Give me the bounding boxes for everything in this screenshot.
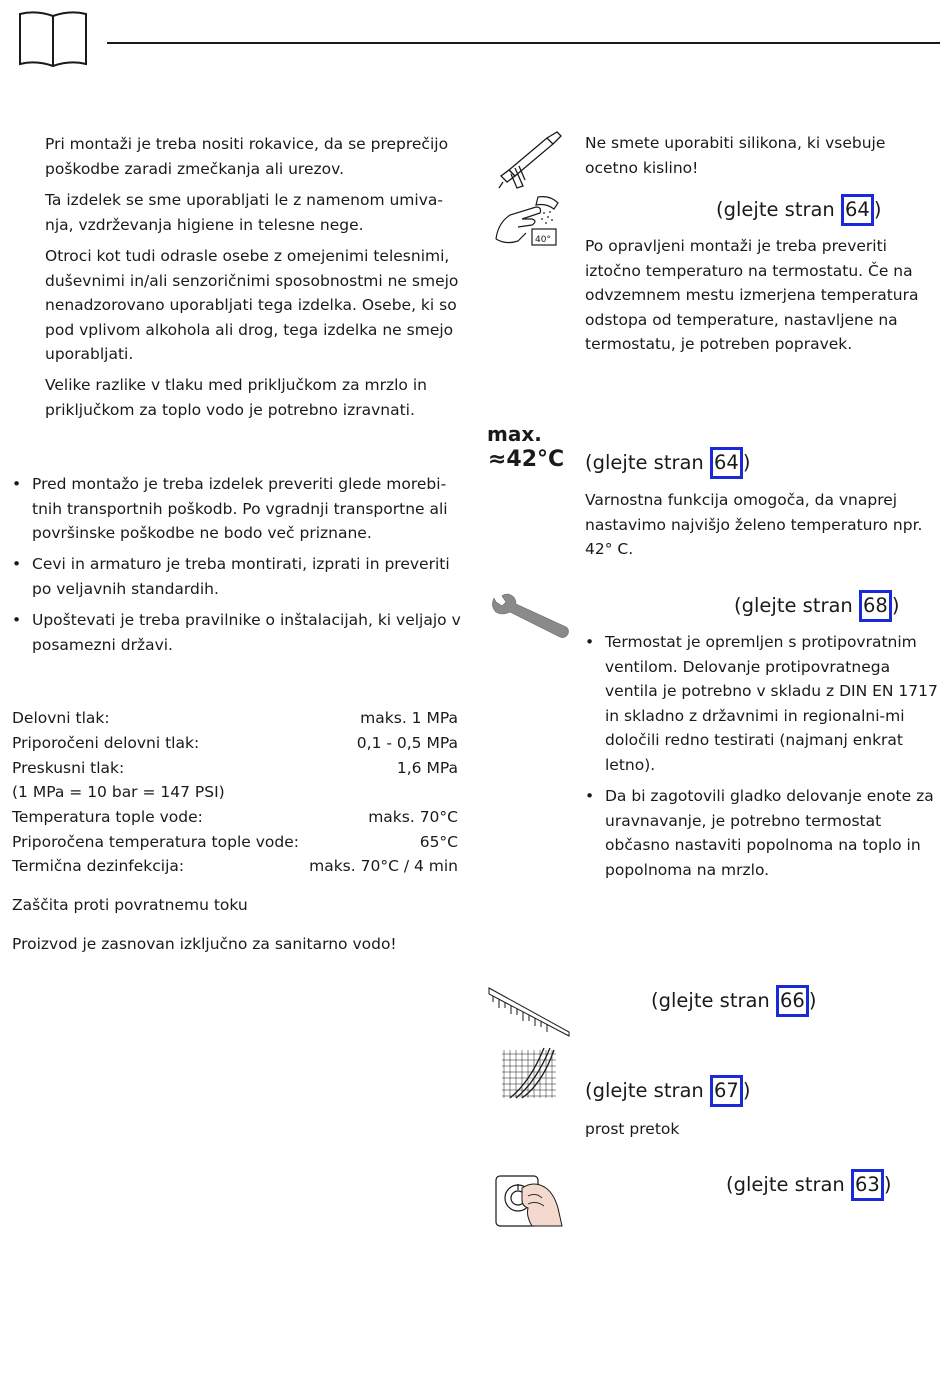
book-icon	[18, 10, 88, 68]
bullet-dot: •	[12, 555, 22, 573]
ruler-icon	[487, 986, 571, 1038]
spec-row	[12, 731, 458, 755]
list-item	[585, 784, 940, 882]
sanitary-note: Proizvod je zasnovan izključno za sanitarno vodo!	[12, 935, 397, 953]
spec-value: 1,6 MPa	[396, 759, 458, 777]
spec-label: Priporočeni delovni tlak:	[12, 734, 200, 752]
flow-note: prost pretok	[585, 1120, 680, 1138]
spec-value: maks. 70°C / 4 min	[309, 857, 458, 875]
safety-paragraph: Ta izdelek se sme uporabljati le z namenom umiva-nja, vzdrževanja higiene in telesne nege.	[45, 191, 443, 234]
hand-knob-icon	[492, 1168, 564, 1228]
spec-row	[12, 780, 458, 804]
ref-suffix: )	[873, 198, 882, 221]
page-reference	[585, 447, 750, 479]
list-item	[585, 630, 940, 778]
ref-prefix: (glejte stran	[651, 989, 776, 1012]
page-reference	[716, 194, 881, 226]
backflow-text: Zaščita proti povratnemu toku	[12, 896, 248, 914]
page-link[interactable]: 64	[841, 194, 874, 226]
silicone-gun-icon	[495, 130, 565, 192]
spec-label: Preskusni tlak:	[12, 759, 125, 777]
header-rule	[107, 42, 940, 44]
thermometer-reading: 40°	[535, 235, 551, 245]
spec-row	[12, 830, 458, 854]
page-reference	[726, 1169, 891, 1201]
bullet-text: Da bi zagotovili gladko delovanje enote za uravnavanje, je potrebno termostat občasno nastaviti popolnoma na toplo in popolnoma na mrzlo.	[605, 787, 934, 879]
spec-row	[12, 854, 458, 878]
ref-suffix: )	[808, 989, 817, 1012]
ref-prefix: (glejte stran	[734, 594, 859, 617]
bullet-dot: •	[585, 633, 595, 651]
ref-suffix: )	[742, 1079, 751, 1102]
spec-value: 65°C	[419, 833, 458, 851]
spec-row	[12, 706, 458, 730]
page-reference	[734, 590, 899, 622]
bullet-text: Cevi in armaturo je treba montirati, izprati in preveriti po veljavnih standardih.	[32, 555, 450, 598]
bullet-text: Termostat je opremljen s protipovratnim ventilom. Delovanje protipovratnega ventila je potrebno v skladu z DIN EN 1717 in skladno z državnimi in regionalni-mi določili redno testirati (najmanj enkrat letno).	[605, 633, 938, 774]
temperature-check-text: Po opravljeni montaži je treba preveriti iztočno temperaturo na termostatu. Če na odvzemnem mestu izmerjena temperatura odstopa od temperature, nastavljene na termostatu, je potreben popravek.	[585, 237, 919, 354]
safety-paragraph: Velike razlike v tlaku med priključkom za mrzlo in priključkom za toplo vodo je potrebno izravnati.	[45, 376, 427, 419]
ref-prefix: (glejte stran	[585, 1079, 710, 1102]
list-item	[12, 608, 462, 657]
bullet-dot: •	[12, 475, 22, 493]
ref-suffix: )	[742, 451, 751, 474]
ref-suffix: )	[891, 594, 900, 617]
safety-paragraph: Otroci kot tudi odrasle osebe z omejenimi telesnimi, duševnimi in/ali senzoričnimi sposobnostmi ne smejo nenadzorovano uporabljati tega izdelka. Osebe, ki so pod vplivom alkohola ali drog, tega izdelka ne smejo uporabljati.	[45, 247, 459, 364]
page-link[interactable]: 67	[710, 1075, 743, 1107]
spec-label: Priporočena temperatura tople vode:	[12, 833, 299, 851]
silicone-note: Ne smete uporabiti silikona, ki vsebuje ocetno kislino!	[585, 134, 886, 177]
list-item	[12, 472, 462, 546]
wrench-icon	[488, 592, 572, 644]
spec-label: Temperatura tople vode:	[12, 808, 203, 826]
flow-diagram-icon	[500, 1046, 558, 1102]
spec-label: Termična dezinfekcija:	[12, 857, 185, 875]
spec-value: maks. 1 MPa	[360, 709, 458, 727]
ref-prefix: (glejte stran	[585, 451, 710, 474]
spec-value: maks. 70°C	[368, 808, 458, 826]
bullet-dot: •	[585, 787, 595, 805]
safety-paragraph: Pri montaži je treba nositi rokavice, da se preprečijo poškodbe zaradi zmečkanja ali urezov.	[45, 135, 449, 178]
spec-row	[12, 756, 458, 780]
page-link[interactable]: 66	[776, 985, 809, 1017]
list-item	[12, 552, 462, 601]
page-reference	[585, 1075, 750, 1107]
page-reference	[651, 985, 816, 1017]
page-link[interactable]: 64	[710, 447, 743, 479]
hand-thermometer-icon	[492, 193, 564, 249]
safety-function-text: Varnostna funkcija omogoča, da vnaprej nastavimo najvišjo želeno temperaturo npr. 42° C.	[585, 491, 923, 559]
spec-value: 0,1 - 0,5 MPa	[356, 734, 458, 752]
spec-label: Delovni tlak:	[12, 709, 110, 727]
bullet-dot: •	[12, 611, 22, 629]
page-link[interactable]: 68	[859, 590, 892, 622]
spec-label: (1 MPa = 10 bar = 147 PSI)	[12, 783, 225, 801]
spec-row	[12, 805, 458, 829]
ref-prefix: (glejte stran	[716, 198, 841, 221]
max-temp-label: ≈42°C	[488, 447, 565, 472]
max-label: max.	[487, 422, 542, 446]
bullet-text: Upoštevati je treba pravilnike o inštalacijah, ki veljajo v posamezni državi.	[32, 611, 461, 654]
page-link[interactable]: 63	[851, 1169, 884, 1201]
bullet-text: Pred montažo je treba izdelek preveriti glede morebi-tnih transportnih poškodb. Po vgradnji transportne ali površinske poškodbe ne bodo več priznane.	[32, 475, 448, 543]
ref-suffix: )	[883, 1173, 892, 1196]
ref-prefix: (glejte stran	[726, 1173, 851, 1196]
